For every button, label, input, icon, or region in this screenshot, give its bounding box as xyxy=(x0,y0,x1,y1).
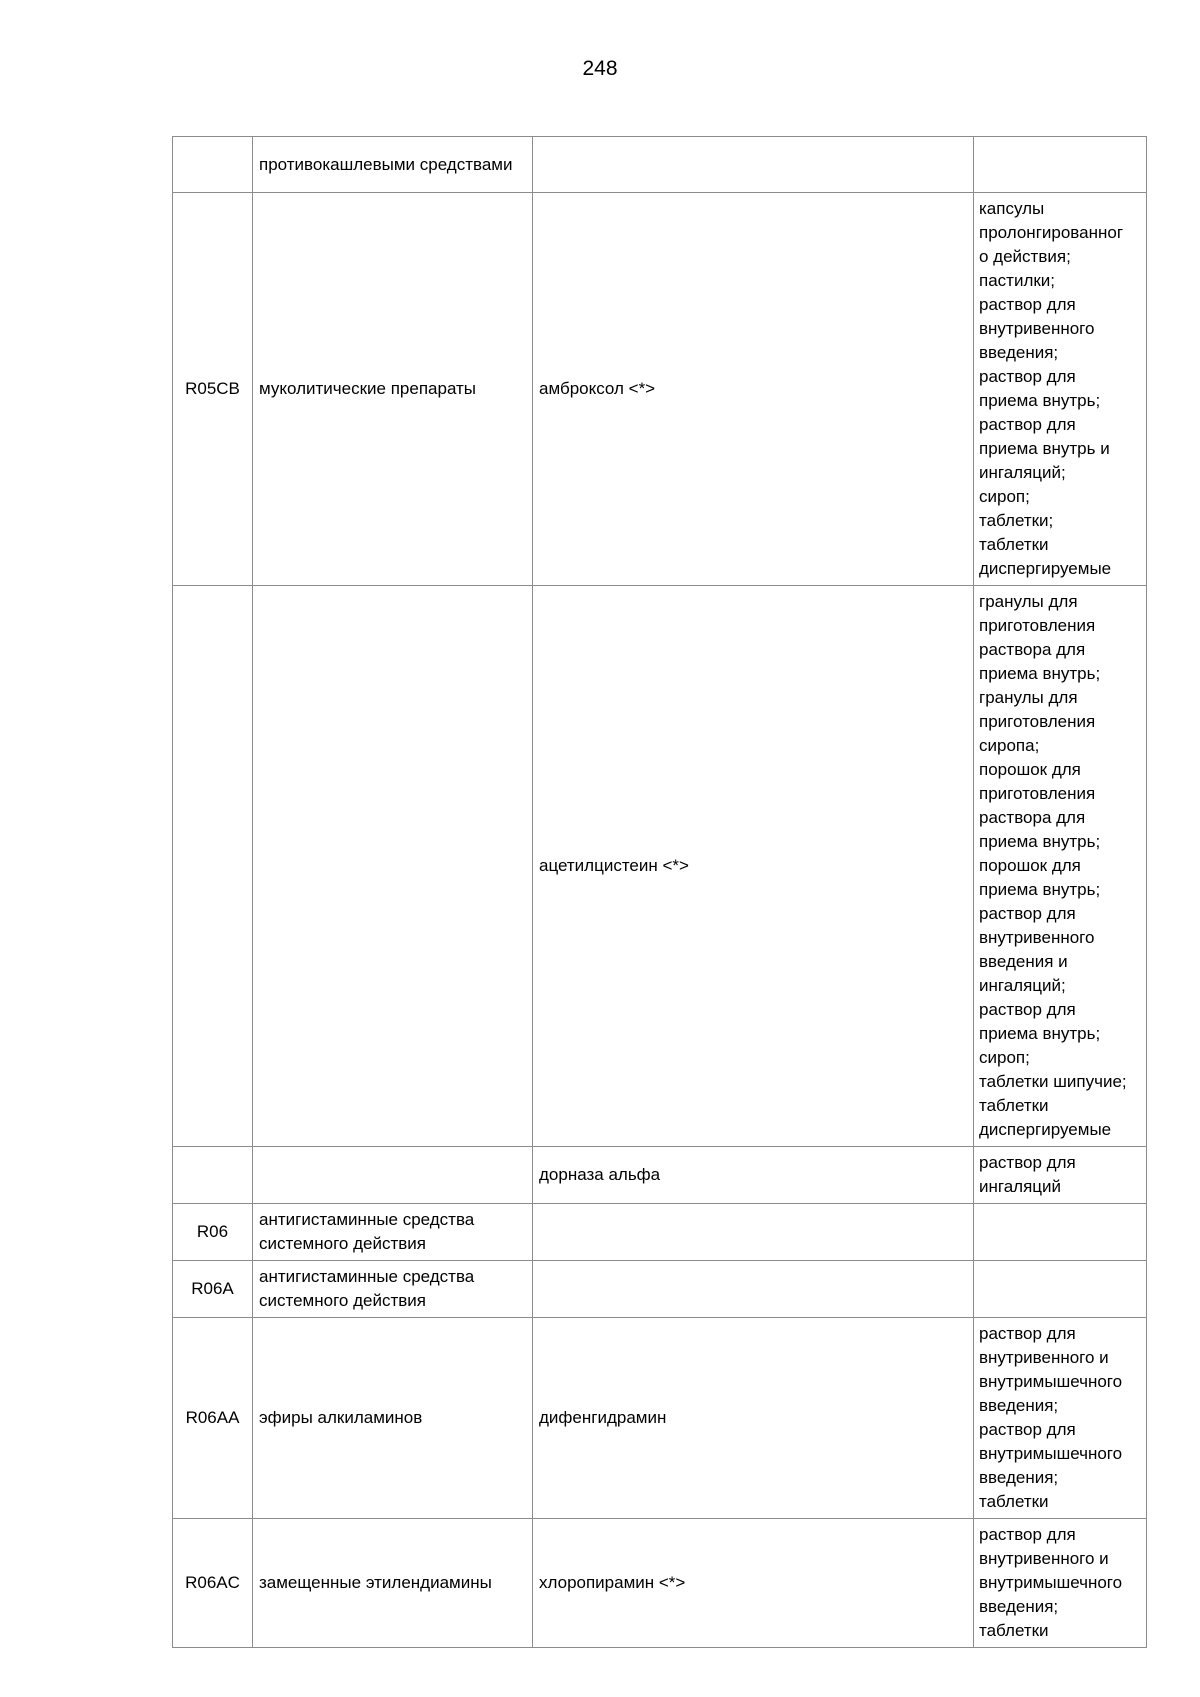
group-cell: противокашлевыми средствами xyxy=(253,137,533,193)
drug-cell: хлоропирамин <*> xyxy=(533,1519,974,1648)
drug-cell: дифенгидрамин xyxy=(533,1318,974,1519)
drug-cell xyxy=(533,137,974,193)
dosage-form-cell xyxy=(974,137,1147,193)
atc-code-cell xyxy=(173,586,253,1147)
group-cell: антигистаминные средства системного действия xyxy=(253,1204,533,1261)
dosage-form-cell: раствор для внутривенного и внутримышечного введения; таблетки xyxy=(974,1519,1147,1648)
atc-code-cell: R06AA xyxy=(173,1318,253,1519)
dosage-form-cell xyxy=(974,1261,1147,1318)
dosage-form-cell: раствор для внутривенного и внутримышечного введения; раствор для внутримышечного введения; таблетки xyxy=(974,1318,1147,1519)
dosage-form-cell: капсулы пролонгированног о действия; пастилки; раствор для внутривенного введения; раствор для приема внутрь; раствор для приема внутрь и ингаляций; сироп; таблетки; таблетки диспергируемые xyxy=(974,193,1147,586)
atc-code-cell: R05CB xyxy=(173,193,253,586)
group-cell: муколитические препараты xyxy=(253,193,533,586)
atc-code-cell xyxy=(173,1147,253,1204)
group-cell: антигистаминные средства системного действия xyxy=(253,1261,533,1318)
table-row xyxy=(173,586,1147,1147)
group-cell xyxy=(253,586,533,1147)
drug-cell: амброксол <*> xyxy=(533,193,974,586)
table-row xyxy=(173,193,1147,586)
drug-cell xyxy=(533,1204,974,1261)
table-row xyxy=(173,1147,1147,1204)
dosage-form-cell xyxy=(974,1204,1147,1261)
table-row xyxy=(173,137,1147,193)
group-cell: замещенные этилендиамины xyxy=(253,1519,533,1648)
drug-cell xyxy=(533,1261,974,1318)
group-cell xyxy=(253,1147,533,1204)
page-number: 248 xyxy=(582,57,618,80)
drug-cell: дорназа альфа xyxy=(533,1147,974,1204)
table-row xyxy=(173,1519,1147,1648)
table-row xyxy=(173,1204,1147,1261)
group-cell: эфиры алкиламинов xyxy=(253,1318,533,1519)
dosage-form-cell: гранулы для приготовления раствора для приема внутрь; гранулы для приготовления сиропа; порошок для приготовления раствора для приема внутрь; порошок для приема внутрь; раствор для внутривенного введения и ингаляций; раствор для приема внутрь; сироп; таблетки шипучие; таблетки диспергируемые xyxy=(974,586,1147,1147)
dosage-form-cell: раствор для ингаляций xyxy=(974,1147,1147,1204)
atc-code-cell: R06A xyxy=(173,1261,253,1318)
table-row xyxy=(173,1318,1147,1519)
table-row xyxy=(173,1261,1147,1318)
atc-code-cell: R06 xyxy=(173,1204,253,1261)
atc-code-cell: R06AC xyxy=(173,1519,253,1648)
drug-cell: ацетилцистеин <*> xyxy=(533,586,974,1147)
atc-code-cell xyxy=(173,137,253,193)
medication-table xyxy=(172,136,1147,1648)
